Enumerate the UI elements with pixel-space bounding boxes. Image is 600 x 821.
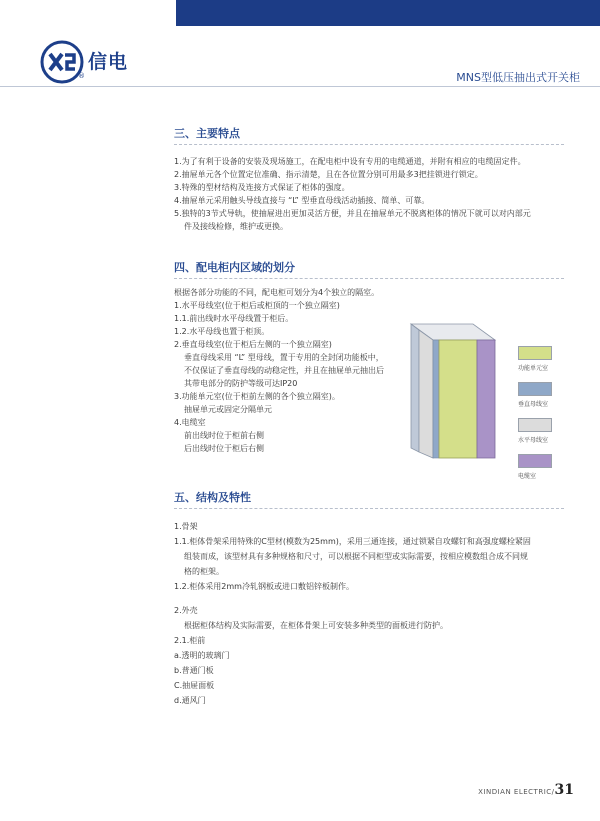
legend-label: 垂直母线室 [518,401,549,408]
list-item: 格的柜架。 [184,567,224,576]
list-item: 2.抽屉单元各个位置定位准确、指示清楚，且在各位置分别可用最多3把挂锁进行锁定。 [174,170,483,179]
list-item: 根据各部分功能的不同，配电柜可划分为4个独立的隔室。 [174,288,380,297]
list-item: 垂直母线采用 “L” 型母线，置于专用的全封闭功能板中， [184,353,384,362]
list-item: 前出线时位于柜前右侧 [184,431,264,440]
list-item: 1.2.水平母线也置于柜顶。 [174,327,270,336]
legend-label: 功能单元室 [518,365,549,372]
list-item: 其带电部分的防护等级可达IP20 [184,379,298,388]
section5-title: 五、结构及特性 [174,491,251,504]
registered-mark: ® [78,72,85,80]
list-item: C.抽屉面板 [174,681,215,690]
legend-swatch [518,454,552,468]
horizontal-busbar-compartment [419,330,433,458]
cable-compartment [477,340,495,458]
section3-body [174,155,531,233]
section5-divider [174,508,564,509]
list-item: 2.外壳 [174,606,198,615]
legend-swatch [518,418,552,432]
list-item: b.普通门板 [174,666,214,675]
header-rule [0,86,600,87]
list-item: 4.电缆室 [174,418,206,427]
section4-title: 四、配电柜内区域的划分 [174,261,295,274]
list-item: 1.2.柜体采用2mm冷轧钢板或进口敷铝锌板制作。 [174,582,354,591]
cabinet-compartment-diagram [405,320,505,464]
section3-divider [174,144,564,145]
list-item: a.透明的玻璃门 [174,651,230,660]
brand-name: 信电 [88,51,129,73]
list-item: 2.垂直母线室(位于柜后左侧的一个独立隔室) [174,340,332,349]
list-item: 1.水平母线室(位于柜后或柜顶的一个独立隔室) [174,301,340,310]
list-item: 根据柜体结构及实际需要，在柜体骨架上可安装多种类型的面板进行防护。 [184,621,448,630]
list-item: 2.1.柜前 [174,636,206,645]
list-item: 3.功能单元室(位于柜前左侧的各个独立隔室)。 [174,392,340,401]
functional-unit-compartment [439,340,477,458]
list-item: 3.特殊的型材结构及连接方式保证了柜体的强度。 [174,183,350,192]
list-item: 件及接线检修，维护或更换。 [184,222,288,231]
section4-body [174,286,384,455]
section3-title: 三、主要特点 [174,127,240,140]
page-number: 31 [554,782,574,798]
vertical-busbar-compartment [411,324,419,452]
list-item: 5.独特的3节式导轨，使抽屉进出更加灵活方便，并且在抽屉单元不脱离柜体的情况下就可以对内部元 [174,209,531,218]
list-item: 1.为了有利于设备的安装及现场施工，在配电柜中设有专用的电缆通道，并附有相应的电缆固定件。 [174,157,526,166]
list-item: 后出线时位于柜后右侧 [184,444,264,453]
list-item: 1.骨架 [174,522,198,531]
list-item: 1.1.柜体骨架采用特殊的C型材(模数为25mm)，采用三通连接，通过锁紧自攻螺钉和高强度螺栓紧固 [174,537,531,546]
list-item: 抽屉单元或固定分隔单元 [184,405,272,414]
document-title: MNS型低压抽出式开关柜 [456,71,580,84]
section4-divider [174,278,564,279]
list-item: d.通风门 [174,696,206,705]
legend-label: 水平母线室 [518,437,549,444]
vertical-busbar-strip [433,340,439,458]
list-item: 不仅保证了垂直母线的动稳定性，并且在抽屉单元抽出后 [184,366,384,375]
list-item: 组装而成，该型材具有多种规格和尺寸，可以根据不同柜型或实际需要，按相应模数组合成不同规 [184,552,528,561]
section5-body [174,519,531,708]
legend-swatch [518,382,552,396]
diagram-legend [518,346,588,490]
legend-swatch [518,346,552,360]
header-color-band [176,0,600,26]
page-footer [478,782,574,798]
list-item: 1.1.前出线时水平母线置于柜后。 [174,314,294,323]
legend-label: 电缆室 [518,473,537,480]
list-item: 4.抽屉单元采用触头导线直接与 “L” 型垂直母线活动插接、简单、可靠。 [174,196,430,205]
footer-brand-text: XINDIAN ELECTRIC/ [478,788,555,796]
